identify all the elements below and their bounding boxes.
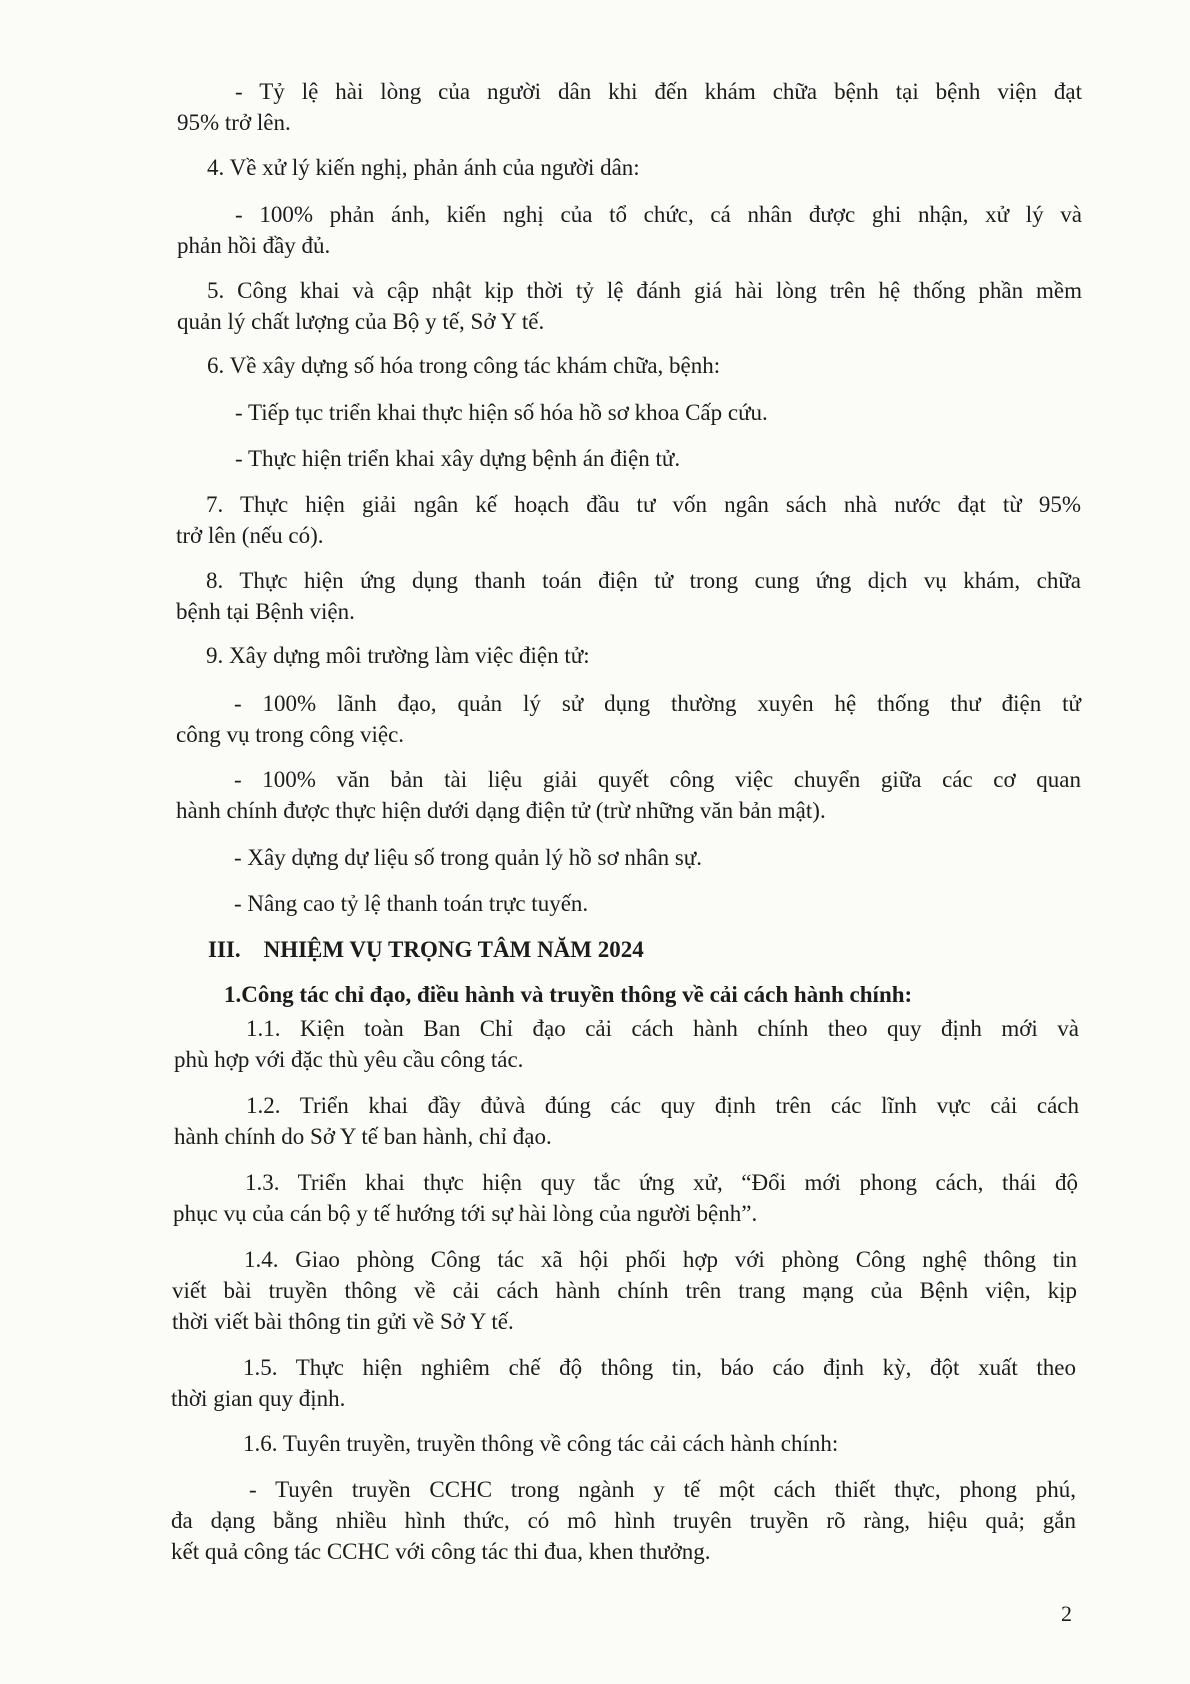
text-line: phục vụ của cán bộ y tế hướng tới sự hài lòng của người bệnh”. [173, 1201, 758, 1226]
text-line: viết bài truyền thông về cải cách hành chính trên trang mạng của Bệnh viện, kịp [172, 1278, 1077, 1303]
text-line: 1.1. Kiện toàn Ban Chỉ đạo cải cách hành chính theo quy định mới và [246, 1016, 1079, 1041]
paragraph-p10 [176, 640, 1081, 671]
text-line: thời viết bài thông tin gửi về Sở Y tế. [172, 1309, 514, 1334]
text-line: 6. Về xây dựng số hóa trong công tác khám chữa, bệnh: [207, 353, 721, 378]
paragraph-p9 [176, 565, 1081, 627]
heading-h2 [176, 979, 1081, 1010]
text-line: - 100% lãnh đạo, quản lý sử dụng thường xuyên hệ thống thư điện tử [234, 691, 1081, 716]
text-line: - Tuyên truyền CCHC trong ngành y tế một cách thiết thực, phong phú, [249, 1477, 1076, 1502]
text-line: 1.4. Giao phòng Công tác xã hội phối hợp với phòng Công nghệ thông tin [244, 1247, 1077, 1272]
text-line: III. NHIỆM VỤ TRỌNG TÂM NĂM 2024 [208, 937, 644, 962]
paragraph-p11 [176, 688, 1081, 750]
text-line: 7. Thực hiện giải ngân kế hoạch đầu tư vốn ngân sách nhà nước đạt từ 95% [206, 492, 1081, 517]
text-line: trở lên (nếu có). [176, 523, 324, 548]
paragraph-p6 [177, 397, 1082, 428]
paragraph-p19 [171, 1352, 1076, 1414]
paragraph-p8 [176, 489, 1081, 551]
text-line: thời gian quy định. [171, 1386, 346, 1411]
paragraph-p18 [172, 1244, 1077, 1337]
text-line: 8. Thực hiện ứng dụng thanh toán điện tử trong cung ứng dịch vụ khám, chữa [206, 568, 1081, 593]
text-line: 1.3. Triển khai thực hiện quy tắc ứng xử, “Đổi mới phong cách, thái độ [245, 1170, 1078, 1195]
paragraph-p14 [176, 888, 1081, 919]
text-line: - Thực hiện triển khai xây dựng bệnh án điện tử. [235, 446, 681, 471]
text-line: 1.6. Tuyên truyền, truyền thông về công tác cải cách hành chính: [243, 1431, 839, 1456]
paragraph-p3 [177, 199, 1082, 261]
text-line: - Xây dựng dự liệu số trong quản lý hồ sơ nhân sự. [234, 845, 702, 870]
text-line: 95% trở lên. [177, 110, 291, 135]
paragraph-p1 [177, 76, 1082, 138]
paragraph-p12 [176, 764, 1081, 826]
paragraph-p16 [174, 1090, 1079, 1152]
text-line: phù hợp với đặc thù yêu cầu công tác. [174, 1047, 524, 1072]
text-line: 9. Xây dựng môi trường làm việc điện tử: [206, 643, 590, 668]
text-line: - 100% văn bản tài liệu giải quyết công việc chuyển giữa các cơ quan [234, 767, 1081, 792]
paragraph-p7 [177, 443, 1082, 474]
text-line: - Tiếp tục triển khai thực hiện số hóa hồ sơ khoa Cấp cứu. [235, 400, 768, 425]
text-line: 5. Công khai và cập nhật kịp thời tỷ lệ đánh giá hài lòng trên hệ thống phần mềm [207, 278, 1082, 303]
text-line: - Tỷ lệ hài lòng của người dân khi đến khám chữa bệnh tại bệnh viện đạt [235, 79, 1082, 104]
paragraph-p5 [177, 350, 1082, 381]
text-line: - Nâng cao tỷ lệ thanh toán trực tuyến. [234, 891, 589, 916]
text-line: đa dạng bằng nhiều hình thức, có mô hình truyên truyền rõ ràng, hiệu quả; gắn [171, 1508, 1076, 1533]
text-line: phản hồi đầy đủ. [177, 233, 331, 258]
text-line: hành chính do Sở Y tế ban hành, chỉ đạo. [174, 1124, 552, 1149]
page-number: 2 [1061, 1601, 1072, 1626]
paragraph-p21 [171, 1474, 1076, 1567]
text-line: quản lý chất lượng của Bộ y tế, Sở Y tế. [177, 309, 545, 334]
paragraph-p20 [171, 1428, 1076, 1459]
text-line: hành chính được thực hiện dưới dạng điện tử (trừ những văn bản mật). [176, 798, 826, 823]
paragraph-p4 [177, 275, 1082, 337]
heading-h1 [176, 934, 1081, 965]
paragraph-p17 [173, 1167, 1078, 1229]
text-line: 1.Công tác chỉ đạo, điều hành và truyền thông về cải cách hành chính: [224, 982, 913, 1007]
paragraph-p13 [176, 842, 1081, 873]
text-line: bệnh tại Bệnh viện. [176, 599, 355, 624]
text-line: 4. Về xử lý kiến nghị, phản ánh của người dân: [207, 155, 640, 180]
text-line: công vụ trong công việc. [176, 722, 405, 747]
paragraph-p2 [177, 152, 1082, 183]
text-line: kết quả công tác CCHC với công tác thi đua, khen thưởng. [171, 1539, 711, 1564]
text-line: - 100% phản ánh, kiến nghị của tổ chức, cá nhân được ghi nhận, xử lý và [235, 202, 1082, 227]
paragraph-p15 [174, 1013, 1079, 1075]
text-line: 1.2. Triển khai đầy đủvà đúng các quy định trên các lĩnh vực cải cách [246, 1093, 1079, 1118]
text-line: 1.5. Thực hiện nghiêm chế độ thông tin, báo cáo định kỳ, đột xuất theo [243, 1355, 1076, 1380]
